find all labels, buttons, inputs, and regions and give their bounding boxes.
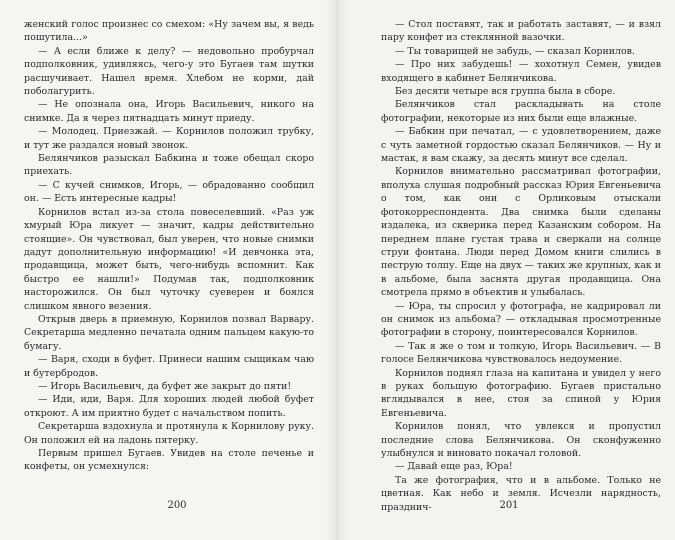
book-gutter (326, 0, 348, 540)
paragraph: — Не опознала она, Игорь Васильевич, никого на снимке. Да я через пятнадцать минут приеду. (24, 99, 314, 124)
paragraph: Открыв дверь в приемную, Корнилов позвал Варвару. Секретарша медленно печатала одним пальцем какую-то бумагу. (24, 313, 314, 352)
paragraph: Корнилов поднял глаза на капитана и увидел у него в руках большую фотографию. Бугаев пристально вглядывался в нее, стоя за спиной у Юрия Евгеньевича. (381, 367, 661, 419)
page-number-left: 200 (167, 500, 187, 511)
page-number-right: 201 (499, 500, 519, 511)
paragraph: — Игорь Васильевич, да буфет же закрыт до пяти! (38, 380, 292, 392)
paragraph: Корнилов встал из-за стола повеселевший. «Раз уж хмурый Юра ликует — значит, кадры действительно стоящие». Он чувствовал, был уверен, что новые снимки дадут дополнительную информацию! «И девчонка эта, продавщица, может быть, чего-нибудь вспомнит. Как быстро ее нашли!» Подумав так, подполковник насторожился. Он был чуточку суеверен и боялся слишком явного везения. (24, 206, 314, 312)
right-page (337, 0, 675, 540)
paragraph: — С кучей снимков, Игорь, — обрадованно сообщил он. — Есть интересные кадры! (24, 179, 314, 205)
paragraph: Та же фотография, что и в альбоме. Только не цветная. Как небо и земля. Исчезли нарядность, празднич- (381, 474, 661, 513)
paragraph: Корнилов понял, что увлекся и пропустил последние слова Белянчикова. Он сконфуженно улыбнулся и виновато покачал головой. (381, 421, 661, 459)
paragraph: — Бабкин при печатал, — с удовлетворением, даже с чуть заметной гордостью сказал Белянчиков. — Ну и мастак, я вам скажу, за десять минут все сделал. (381, 126, 661, 165)
paragraph: — Ты товарищей не забудь, — сказал Корнилов. (395, 45, 635, 57)
paragraph: — Стол поставят, так и работать заставят, — и взял пару конфет из стеклянной вазочки. (381, 19, 661, 44)
paragraph: Белянчиков стал раскладывать на столе фотографии, некоторые из них были еще влажные. (381, 99, 661, 124)
paragraph: женский голос произнес со смехом: «Ну зачем вы, я ведь пошутила...» (24, 19, 314, 44)
paragraph: Без десяти четыре вся группа была в сборе. (395, 86, 616, 98)
right-page-text (381, 18, 661, 514)
paragraph: — Варя, сходи в буфет. Принеси нашим сыщикам чаю и бутербродов. (24, 354, 314, 379)
paragraph: — Про них забудешь! — хохотнул Семен, увидев входящего в кабинет Белянчикова. (381, 59, 661, 84)
paragraph: — Так я же о том и толкую, Игорь Васильевич. — В голосе Белянчикова чувствовалось недоумение. (381, 340, 661, 366)
paragraph: — Молодец. Приезжай. — Корнилов положил трубку, и тут же раздался новый звонок. (24, 126, 314, 151)
left-page (0, 0, 337, 540)
paragraph: Корнилов внимательно рассматривал фотографии, вполуха слушая подробный рассказ Юрия Евгеньевича о том, как они с Орликовым отыскали фотокорреспондента. Два снимка были сделаны издалека, из скверика перед Казанским собором. На переднем плане густая трава и сверкали на солнце струи фонтана. Люди перед Домом книги слились в пеструю толпу. Еще на двух — таких же крупных, как и в альбоме, была заснята другая продавщица. Она смотрела прямо в объектив и улыбалась. (381, 166, 661, 299)
paragraph: — Юра, ты спросил у фотографа, не кадрировал ли он снимок из альбома? — откладывая просмотренные фотографии в сторону, поинтересовался Корнилов. (381, 300, 661, 339)
left-page-text (24, 18, 314, 474)
paragraph: Секретарша вздохнула и протянула к Корнилову руку. Он положил ей на ладонь пятерку. (24, 421, 314, 446)
paragraph: — Иди, иди, Варя. Для хороших людей любой буфет откроют. А им приятно будет с начальством попить. (24, 394, 314, 419)
paragraph: Белянчиков разыскал Бабкина и тоже обещал скоро приехать. (24, 153, 314, 178)
paragraph: — Давай еще раз, Юра! (395, 461, 513, 473)
paragraph: — А если ближе к делу? — недовольно пробурчал подполковник, удивляясь, чего-у это Бугаев там шутки расшучивает. Нашел время. Хлебом не корми, дай поболагурить. (24, 45, 314, 98)
paragraph: Первым пришел Бугаев. Увидев на столе печенье и конфеты, он усмехнулся: (24, 448, 314, 473)
